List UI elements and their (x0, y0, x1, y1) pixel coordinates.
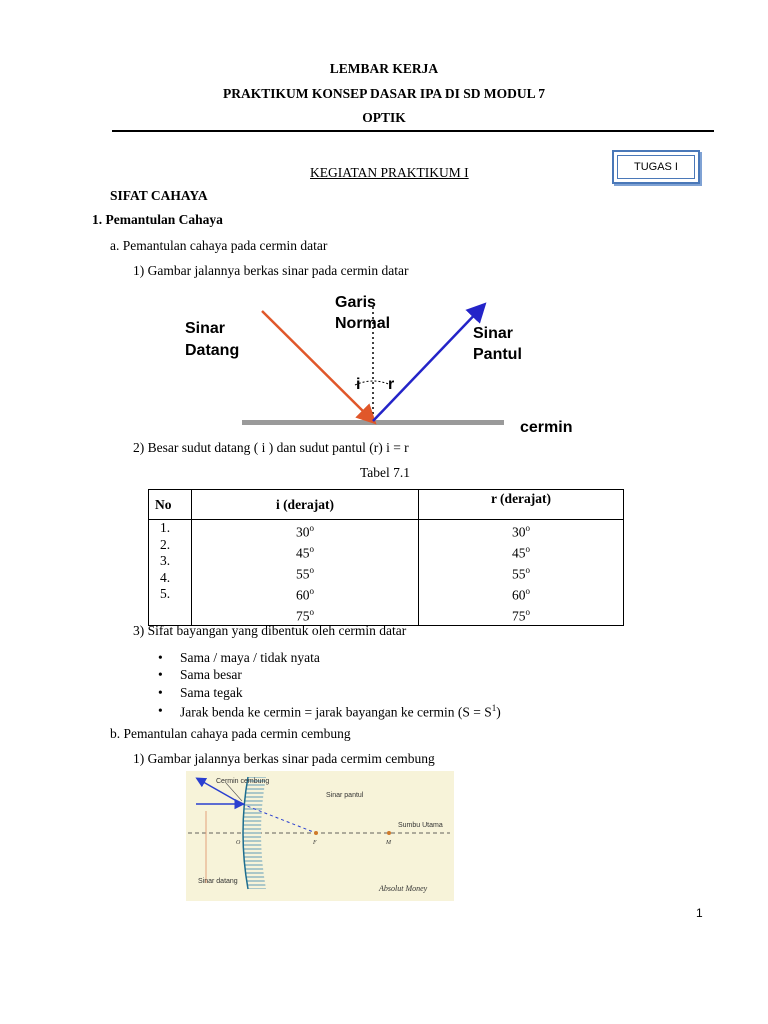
label-o: O (236, 840, 241, 846)
table-cell-r: 45$^o$ (512, 544, 530, 561)
table-cell-r: 30$^o$ (512, 523, 530, 540)
label-i: i (356, 376, 361, 393)
table-header-row (149, 490, 624, 520)
table-cell-no: 1. (160, 520, 171, 535)
bullet-dot: • (158, 703, 163, 718)
table-cell-r: 75$^o$ (512, 607, 530, 624)
table-cell-r: 55$^o$ (512, 565, 530, 582)
table-caption: Tabel 7.1 (360, 465, 411, 480)
label-f: F (313, 840, 317, 846)
bullet-item-3: Sama tegak (180, 685, 243, 700)
item-a1: 1) Gambar jalannya berkas sinar pada cermin datar (133, 263, 409, 278)
label-sinar-pantul-convex: Sinar pantul (326, 792, 364, 799)
page-number: 1 (696, 906, 703, 920)
tugas-label: TUGAS I (617, 155, 695, 179)
label-credit: Absolut Money (379, 884, 428, 893)
label-sinar-datang-2: Datang (185, 342, 240, 359)
table-cell-no: 5. (160, 586, 171, 601)
plane-mirror-diagram (170, 285, 600, 440)
doc-title: LEMBAR KERJA (329, 61, 439, 76)
table-body-row (149, 520, 624, 626)
col-r (419, 520, 624, 626)
label-cermin-cembung: Cermin cembung (216, 778, 270, 785)
table-cell-no: 3. (160, 553, 171, 568)
table-cell-r: 60$^o$ (512, 586, 530, 603)
table-cell-i: 45$^o$ (296, 544, 314, 561)
convex-mirror-figure (186, 771, 454, 901)
table-cell-no: 2. (160, 536, 171, 552)
table-cell-no: 4. (160, 569, 171, 585)
table-cell-i: 60$^o$ (296, 586, 314, 603)
table-cell-i: 55$^o$ (296, 565, 314, 582)
subsection-pemantulan: 1. Pemantulan Cahaya (92, 212, 223, 227)
th-r: r (derajat) (419, 490, 624, 520)
center-point (387, 831, 391, 835)
item-a2: 2) Besar sudut datang ( i ) dan sudut pantul (r) i = r (133, 440, 409, 455)
doc-topic: OPTIK (362, 110, 406, 125)
convex-mirror-diagram (186, 771, 454, 901)
col-i (192, 520, 419, 626)
bullet-dot: • (158, 685, 163, 700)
th-no: No (149, 490, 192, 520)
angle-table (148, 489, 624, 626)
th-i: i (derajat) (192, 490, 419, 520)
item-a3: 3) Sifat bayangan yang dibentuk oleh cermin datar (133, 623, 407, 638)
pointer-line (226, 783, 242, 801)
bullet-dot: • (158, 667, 163, 682)
col-no (149, 520, 192, 626)
section-title: SIFAT CAHAYA (110, 188, 208, 203)
bullet-item-1: Sama / maya / tidak nyata (180, 650, 320, 665)
doc-subtitle: PRAKTIKUM KONSEP DASAR IPA DI SD MODUL 7 (223, 86, 545, 101)
label-sumbu-utama: Sumbu Utama (398, 822, 443, 829)
label-sinar-datang-1: Sinar (185, 320, 226, 337)
label-garis-normal-1: Garis (335, 294, 376, 311)
bullet-item-4: Jarak benda ke cermin = jarak bayangan ke cermin $(S = S^1)$ (180, 703, 501, 720)
table-cell-i: 75$^o$ (296, 607, 314, 624)
kegiatan-heading: KEGIATAN PRAKTIKUM I (310, 165, 469, 180)
item-b: b. Pemantulan cahaya pada cermin cembung (110, 726, 351, 741)
mirror-hatch (243, 777, 266, 889)
label-m: M (386, 840, 391, 846)
label-sinar-datang-convex: Sinar datang (198, 878, 238, 885)
label-garis-normal-2: Normal (335, 315, 391, 332)
bullet-item-2: Sama besar (180, 667, 242, 682)
item-a: a. Pemantulan cahaya pada cermin datar (110, 238, 328, 253)
label-sinar-pantul-2: Pantul (473, 346, 522, 363)
label-sinar-pantul-1: Sinar (473, 325, 514, 342)
table-cell-i: 30$^o$ (296, 523, 314, 540)
focus-point (314, 831, 318, 835)
item-b1: 1) Gambar jalannya berkas sinar pada cermim cembung (133, 751, 435, 766)
label-cermin: cermin (520, 419, 573, 436)
header-rule (112, 130, 714, 132)
bullet-dot: • (158, 650, 163, 665)
tugas-box (612, 150, 700, 184)
label-r: r (388, 376, 395, 393)
